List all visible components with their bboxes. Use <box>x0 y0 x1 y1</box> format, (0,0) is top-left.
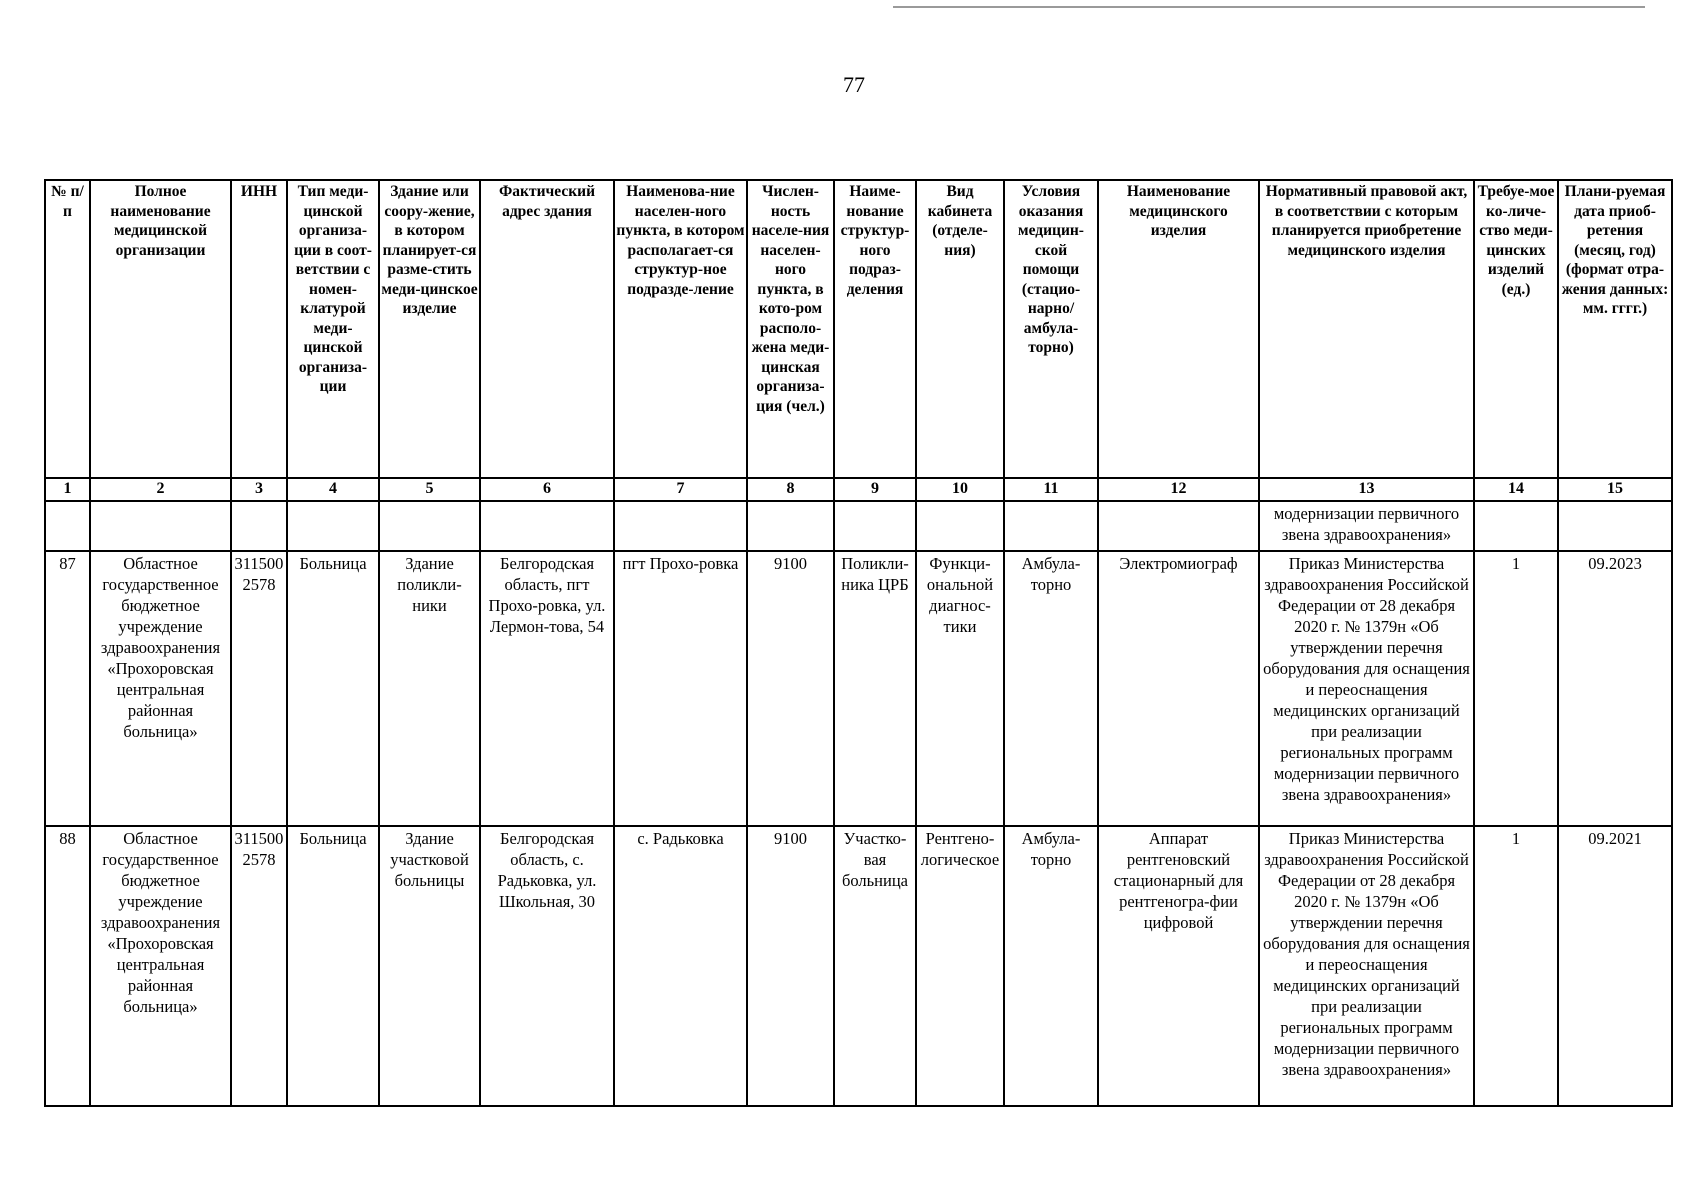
table-cell <box>1558 501 1672 551</box>
column-number: 4 <box>287 478 379 501</box>
header-cell: Наиме-нование структур-ного подраз-деления <box>834 180 916 478</box>
structural-unit: Участко-вая больница <box>834 826 916 1106</box>
building: Здание участковой больницы <box>379 826 480 1106</box>
building: Здание поликли-ники <box>379 551 480 826</box>
inn-value: 3115002578 <box>231 826 287 1106</box>
column-number: 15 <box>1558 478 1672 501</box>
population: 9100 <box>747 551 834 826</box>
organization-type: Больница <box>287 826 379 1106</box>
table-cell <box>1004 501 1098 551</box>
column-number: 8 <box>747 478 834 501</box>
column-number: 13 <box>1259 478 1474 501</box>
header-cell: Вид кабинета (отделе-ния) <box>916 180 1004 478</box>
column-number: 7 <box>614 478 747 501</box>
header-cell: Полное наименование медицинской организации <box>90 180 231 478</box>
building-address: Белгородская область, с. Радьковка, ул. Школьная, 30 <box>480 826 614 1106</box>
quantity: 1 <box>1474 826 1558 1106</box>
column-number-row <box>45 478 1672 501</box>
header-cell: Наименова-ние населен-ного пункта, в котором располагает-ся структур-ное подразде-ление <box>614 180 747 478</box>
column-number: 1 <box>45 478 90 501</box>
table-cell <box>834 501 916 551</box>
column-number: 10 <box>916 478 1004 501</box>
care-conditions: Амбула-торно <box>1004 551 1098 826</box>
page-number: 77 <box>843 72 865 97</box>
header-cell: Условия оказания медицин-ской помощи (стацио-нарно/ амбула-торно) <box>1004 180 1098 478</box>
planned-date: 09.2023 <box>1558 551 1672 826</box>
column-number: 14 <box>1474 478 1558 501</box>
organization-name: Областное государственное бюджетное учреждение здравоохранения «Прохоровская центральная районная больница» <box>90 551 231 826</box>
table-cell <box>287 501 379 551</box>
legal-act: Приказ Министерства здравоохранения Российской Федерации от 28 декабря 2020 г. № 1379н «Об утверждении перечня оборудования для оснащения и переоснащения медицинских организаций при реализации региональных программ модернизации первичного звена здравоохранения» <box>1259 826 1474 1106</box>
table-cell <box>747 501 834 551</box>
inn-value: 3115002578 <box>231 551 287 826</box>
column-number: 6 <box>480 478 614 501</box>
equipment-table <box>44 179 1673 1107</box>
column-number: 9 <box>834 478 916 501</box>
row-number: 87 <box>45 551 90 826</box>
legal-act: Приказ Министерства здравоохранения Российской Федерации от 28 декабря 2020 г. № 1379н «Об утверждении перечня оборудования для оснащения и переоснащения медицинских организаций при реализации региональных программ модернизации первичного звена здравоохранения» <box>1259 551 1474 826</box>
cabinet-type: Функци-ональной диагнос-тики <box>916 551 1004 826</box>
header-cell: Нормативный правовой акт, в соответствии с которым планируется приобретение медицинского изделия <box>1259 180 1474 478</box>
column-number: 11 <box>1004 478 1098 501</box>
table-row-88 <box>45 826 1672 1106</box>
settlement: с. Радьковка <box>614 826 747 1106</box>
structural-unit: Поликли-ника ЦРБ <box>834 551 916 826</box>
table-cell <box>614 501 747 551</box>
care-conditions: Амбула-торно <box>1004 826 1098 1106</box>
cabinet-type: Рентгено-логическое <box>916 826 1004 1106</box>
device-name: Аппарат рентгеновский стационарный для рентгеногра-фии цифровой <box>1098 826 1259 1106</box>
table-row-continuation <box>45 501 1672 551</box>
table-cell <box>1098 501 1259 551</box>
table-cell <box>480 501 614 551</box>
header-cell: Наименование медицинского изделия <box>1098 180 1259 478</box>
header-cell: Числен-ность населе-ния населен-ного пункта, в кото-ром располо-жена меди-цинская организа-ция (чел.) <box>747 180 834 478</box>
table-row-87 <box>45 551 1672 826</box>
header-cell: Плани-руемая дата приоб-ретения (месяц, год) (формат отра-жения данных: мм. гггг.) <box>1558 180 1672 478</box>
organization-name: Областное государственное бюджетное учреждение здравоохранения «Прохоровская центральная районная больница» <box>90 826 231 1106</box>
device-name: Электромиограф <box>1098 551 1259 826</box>
population: 9100 <box>747 826 834 1106</box>
header-cell: Фактический адрес здания <box>480 180 614 478</box>
column-number: 5 <box>379 478 480 501</box>
header-cell: Здание или соору-жение, в котором планирует-ся разме-стить меди-цинское изделие <box>379 180 480 478</box>
header-row <box>45 180 1672 478</box>
header-cell: № п/п <box>45 180 90 478</box>
table-cell <box>231 501 287 551</box>
table-cell <box>916 501 1004 551</box>
header-cell: ИНН <box>231 180 287 478</box>
table-cell <box>1474 501 1558 551</box>
table-cell <box>45 501 90 551</box>
table-cell <box>379 501 480 551</box>
table-cell: модернизации первичного звена здравоохранения» <box>1259 501 1474 551</box>
quantity: 1 <box>1474 551 1558 826</box>
top-rule <box>893 6 1645 8</box>
organization-type: Больница <box>287 551 379 826</box>
planned-date: 09.2021 <box>1558 826 1672 1106</box>
column-number: 12 <box>1098 478 1259 501</box>
table-cell <box>90 501 231 551</box>
row-number: 88 <box>45 826 90 1106</box>
settlement: пгт Прохо-ровка <box>614 551 747 826</box>
building-address: Белгородская область, пгт Прохо-ровка, ул. Лермон-това, 54 <box>480 551 614 826</box>
column-number: 2 <box>90 478 231 501</box>
header-cell: Тип меди-цинской организа-ции в соот-ветствии с номен-клатурой меди-цинской организа-ции <box>287 180 379 478</box>
column-number: 3 <box>231 478 287 501</box>
header-cell: Требуе-мое ко-личе-ство меди-цинских изделий (ед.) <box>1474 180 1558 478</box>
